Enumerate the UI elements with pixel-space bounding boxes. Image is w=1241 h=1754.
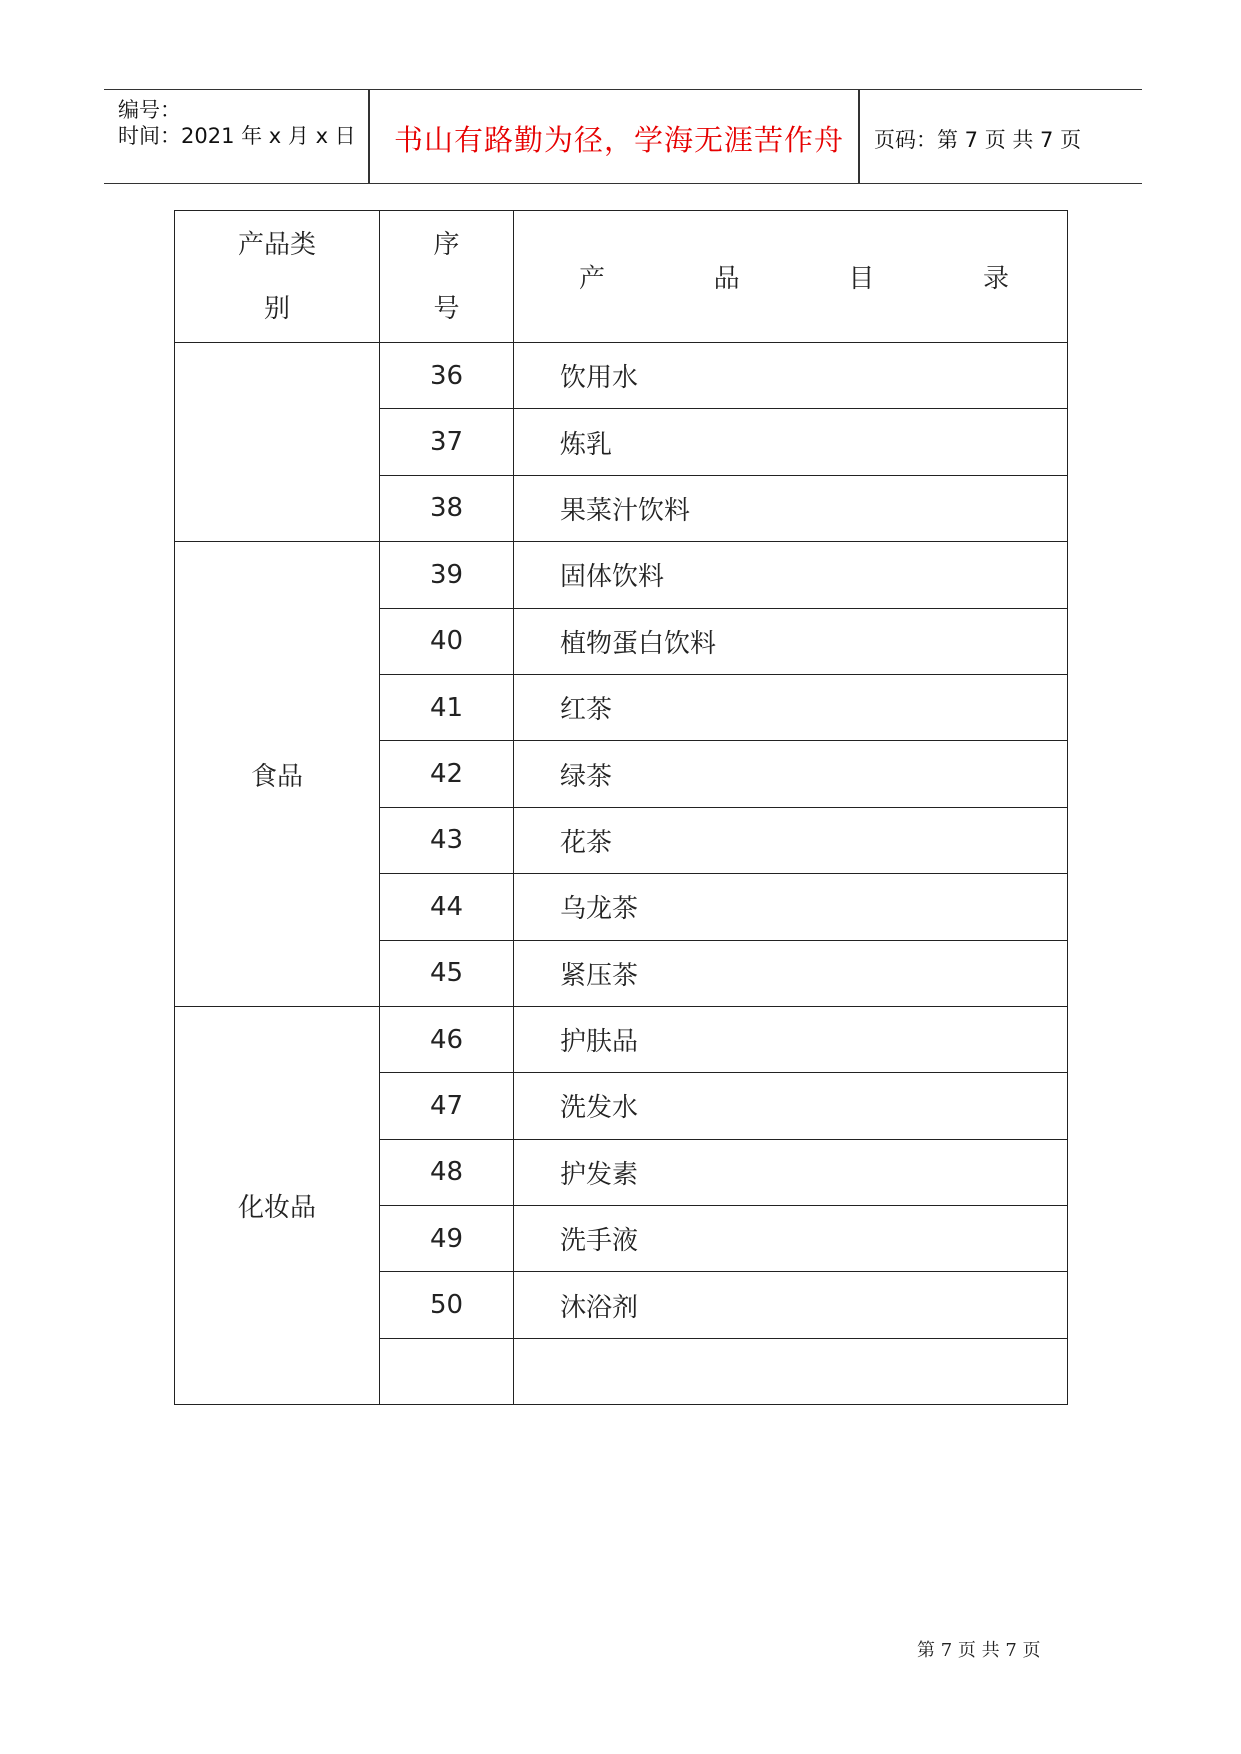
seq-cell: 43	[380, 807, 514, 873]
product-name-cell: 紧压茶	[514, 940, 1068, 1006]
header-seq-line2: 号	[433, 293, 460, 324]
seq-cell: 37	[380, 409, 514, 475]
product-name-cell: 果菜汁饮料	[514, 475, 1068, 541]
product-name-cell: 沐浴剂	[514, 1272, 1068, 1338]
header-meta-cell	[104, 90, 369, 183]
header-catalog-char: 录	[982, 264, 1009, 294]
product-name-cell: 植物蛋白饮料	[514, 608, 1068, 674]
product-name-cell: 洗手液	[514, 1206, 1068, 1272]
seq-cell: 47	[380, 1073, 514, 1139]
header-catalog	[514, 211, 1068, 343]
seq-cell: 42	[380, 741, 514, 807]
seq-cell: 46	[380, 1006, 514, 1072]
category-cell: 食品	[175, 542, 380, 1007]
seq-cell: 36	[380, 343, 514, 409]
product-name-cell	[514, 1338, 1068, 1404]
seq-cell: 39	[380, 542, 514, 608]
table-header-row	[175, 211, 1068, 343]
product-name-cell: 护发素	[514, 1139, 1068, 1205]
seq-cell: 41	[380, 674, 514, 740]
header-motto: 书山有路勤为径，学海无涯苦作舟	[394, 123, 845, 157]
seq-cell: 45	[380, 940, 514, 1006]
table-row	[175, 343, 1068, 409]
header-seq-line1: 序	[433, 229, 460, 260]
header-category-line2: 别	[263, 293, 290, 324]
page-footer: 第 7 页 共 7 页	[917, 1640, 1041, 1661]
date-line: 时间：2021 年 x 月 x 日	[118, 124, 356, 148]
serial-number-label: 编号：	[118, 98, 181, 122]
product-name-cell: 护肤品	[514, 1006, 1068, 1072]
header-category	[175, 211, 380, 343]
page-header	[104, 89, 1142, 184]
category-cell: 化妆品	[175, 1006, 380, 1404]
header-divider	[368, 90, 370, 183]
seq-cell: 44	[380, 874, 514, 940]
category-cell	[175, 343, 380, 542]
product-name-cell: 饮用水	[514, 343, 1068, 409]
header-catalog-char: 目	[848, 264, 875, 294]
product-catalog-table	[174, 210, 1068, 1405]
header-catalog-char: 品	[713, 264, 740, 294]
product-name-cell: 乌龙茶	[514, 874, 1068, 940]
product-name-cell: 固体饮料	[514, 542, 1068, 608]
product-name-cell: 绿茶	[514, 741, 1068, 807]
seq-cell: 49	[380, 1206, 514, 1272]
seq-cell: 48	[380, 1139, 514, 1205]
table-row	[175, 1006, 1068, 1072]
seq-cell: 38	[380, 475, 514, 541]
product-name-cell: 红茶	[514, 674, 1068, 740]
product-name-cell: 炼乳	[514, 409, 1068, 475]
header-seq	[380, 211, 514, 343]
header-category-line1: 产品类	[237, 229, 316, 260]
product-name-cell: 洗发水	[514, 1073, 1068, 1139]
table-row	[175, 542, 1068, 608]
seq-cell: 50	[380, 1272, 514, 1338]
header-catalog-char: 产	[579, 264, 606, 294]
product-name-cell: 花茶	[514, 807, 1068, 873]
header-page-info: 页码：第 7 页 共 7 页	[874, 128, 1082, 152]
header-divider	[858, 90, 860, 183]
seq-cell	[380, 1338, 514, 1404]
seq-cell: 40	[380, 608, 514, 674]
